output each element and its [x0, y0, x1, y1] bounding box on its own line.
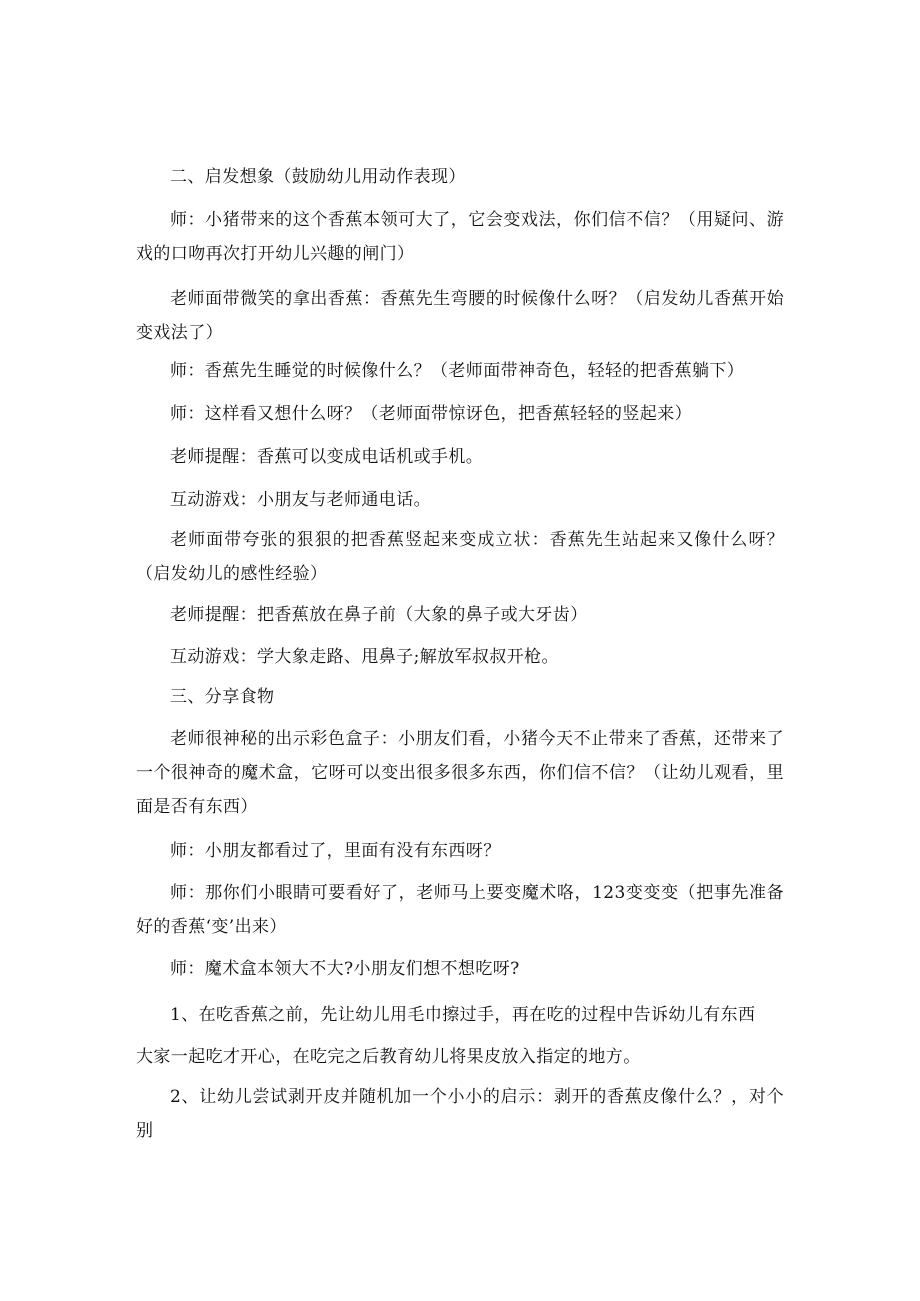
list-item-2: 2、让幼儿尝试剥开皮并随机加一个小小的启示：剥开的香蕉皮像什么？，对个别 [136, 1087, 784, 1141]
paragraph: 老师面带夸张的狠狠的把香蕉竖起来变成立状：香蕉先生站起来又像什么呀？（启发幼儿的感性经验） [136, 530, 784, 584]
paragraph: 师：魔术盒本领大不大?小朋友们想不想吃呀? [170, 959, 520, 979]
paragraph: 互动游戏：小朋友与老师通电话。 [170, 490, 431, 510]
paragraph: 师：那你们小眼睛可要看好了，老师马上要变魔术咯，123变变变（把事先准备好的香蕉‘变’出来） [136, 883, 784, 937]
list-item-1-continuation: 大家一起吃才开心，在吃完之后教育幼儿将果皮放入指定的地方。 [136, 1047, 641, 1067]
paragraph: 老师面带微笑的拿出香蕉：香蕉先生弯腰的时候像什么呀？（启发幼儿香蕉开始变戏法了） [136, 289, 784, 343]
list-item-1: 1、在吃香蕉之前，先让幼儿用毛巾擦过手，再在吃的过程中告诉幼儿有东西 [170, 1005, 756, 1025]
paragraph: 师：小朋友都看过了，里面有没有东西呀？ [170, 841, 501, 861]
paragraph: 老师很神秘的出示彩色盒子：小朋友们看，小猪今天不止带来了香蕉，还带来了一个很神奇的魔术盒，它呀可以变出很多很多东西，你们信不信？（让幼儿观看，里面是否有东西） [136, 729, 784, 817]
paragraph: 师：这样看又想什么呀？（老师面带惊讶色，把香蕉轻轻的竖起来） [170, 404, 692, 424]
paragraph: 老师提醒：把香蕉放在鼻子前（大象的鼻子或大牙齿） [170, 605, 588, 625]
section-heading-2: 二、启发想象（鼓励幼儿用动作表现） [170, 167, 466, 187]
paragraph: 师：香蕉先生睡觉的时候像什么？（老师面带神奇色，轻轻的把香蕉躺下） [170, 361, 745, 381]
paragraph: 师：小猪带来的这个香蕉本领可大了，它会变戏法，你们信不信？（用疑问、游戏的口吻再次打开幼儿兴趣的闸门） [136, 210, 784, 264]
section-heading-3: 三、分享食物 [170, 687, 275, 707]
paragraph: 互动游戏：学大象走路、甩鼻子;解放军叔叔开枪。 [170, 647, 559, 667]
paragraph: 老师提醒：香蕉可以变成电话机或手机。 [170, 447, 484, 467]
